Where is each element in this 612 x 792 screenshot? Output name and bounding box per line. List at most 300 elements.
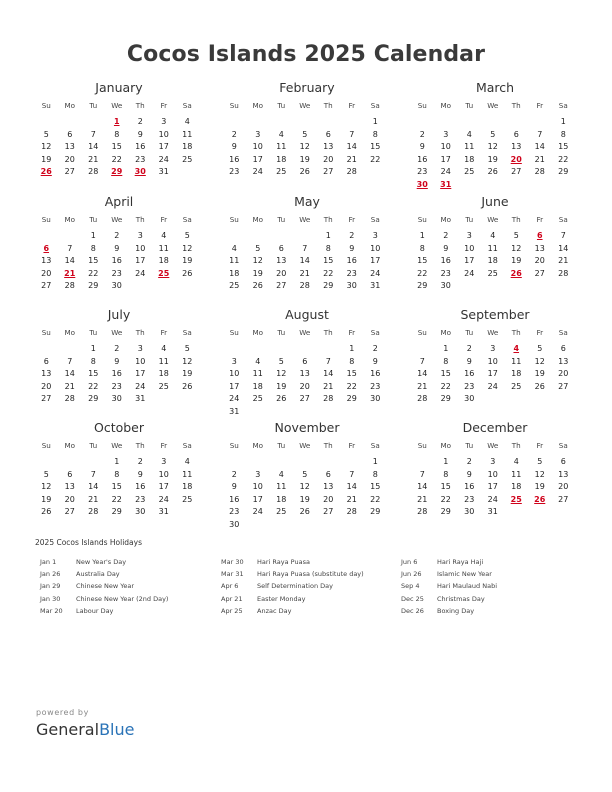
holiday-row — [221, 607, 364, 619]
day: 20 — [276, 268, 287, 278]
weekday-header: Su — [41, 101, 51, 110]
day: 24 — [252, 167, 263, 176]
weekday-header: Tu — [465, 441, 474, 450]
day: 16 — [229, 494, 240, 504]
day: 30 — [135, 507, 146, 516]
day: 18 — [182, 482, 193, 491]
day: 5 — [490, 129, 496, 139]
day: 26 — [534, 381, 545, 391]
weekday-header: Fr — [160, 441, 168, 450]
weekday-header: We — [299, 441, 311, 450]
day: 4 — [184, 457, 190, 466]
day: 24 — [487, 494, 498, 504]
weekday-header: Sa — [558, 215, 568, 224]
holiday-date: Jan 1 — [40, 558, 57, 566]
day: 19 — [511, 256, 522, 265]
day: 17 — [487, 369, 498, 378]
day: 18 — [511, 369, 522, 378]
day: 10 — [229, 369, 240, 378]
holiday-column — [221, 558, 364, 619]
day: 8 — [90, 356, 96, 366]
day: 7 — [67, 356, 73, 366]
day: 6 — [302, 356, 308, 366]
day: 26 — [299, 167, 310, 176]
day: 30 — [111, 281, 122, 290]
day: 21 — [323, 381, 334, 391]
day: 4 — [466, 129, 472, 139]
day: 30 — [229, 519, 240, 529]
day: 13 — [558, 469, 569, 479]
day: 3 — [137, 231, 143, 240]
holiday-row — [40, 595, 168, 607]
holiday-row — [40, 558, 168, 570]
weekday-header: Th — [511, 215, 521, 224]
day: 23 — [229, 167, 240, 176]
day: 6 — [513, 129, 519, 139]
day: 14 — [88, 482, 99, 491]
day: 22 — [440, 381, 451, 391]
day: 10 — [135, 356, 146, 366]
weekday-header: Sa — [370, 215, 380, 224]
day: 3 — [490, 457, 496, 466]
day: 27 — [276, 281, 287, 290]
day: 27 — [511, 167, 522, 176]
weekday-header: Tu — [465, 101, 474, 110]
day: 3 — [466, 231, 472, 240]
day: 25 — [276, 507, 287, 516]
weekday-header: Su — [229, 441, 239, 450]
day: 19 — [299, 154, 310, 164]
day: 24 — [135, 381, 146, 391]
holiday-name: Hari Raya Haji — [437, 558, 484, 566]
day: 9 — [372, 356, 378, 366]
day: 10 — [135, 243, 146, 253]
day: 14 — [534, 142, 545, 151]
day: 12 — [182, 356, 193, 366]
holiday-date: Apr 21 — [221, 594, 243, 603]
day: 24 — [252, 507, 263, 516]
weekday-header: Mo — [64, 441, 76, 450]
day: 9 — [137, 469, 143, 479]
day: 22 — [440, 494, 451, 504]
day: 15 — [370, 142, 381, 151]
month-july — [35, 307, 193, 403]
day: 1 — [349, 344, 355, 353]
holiday-day: 20 — [510, 154, 522, 164]
day: 8 — [372, 469, 378, 479]
holiday-name: Hari Raya Puasa (substitute day) — [257, 570, 364, 579]
day: 1 — [372, 117, 378, 126]
day: 8 — [114, 469, 120, 479]
day: 25 — [158, 381, 169, 391]
day: 5 — [184, 344, 190, 353]
weekday-header: We — [487, 328, 499, 337]
weekday-header: We — [299, 215, 311, 224]
day: 24 — [464, 268, 475, 278]
day: 5 — [513, 231, 519, 240]
month-june — [411, 194, 569, 290]
holiday-name: Christmas Day — [437, 594, 485, 603]
day: 3 — [161, 457, 167, 466]
day: 2 — [419, 129, 425, 139]
day: 2 — [372, 344, 378, 353]
day: 29 — [440, 507, 451, 516]
day: 16 — [464, 482, 475, 491]
weekday-header: Mo — [64, 328, 76, 337]
holiday-day: 4 — [513, 344, 520, 353]
day: 11 — [229, 256, 240, 265]
day: 22 — [346, 381, 357, 391]
day: 11 — [158, 243, 169, 253]
day: 9 — [137, 129, 143, 139]
day: 13 — [534, 243, 545, 253]
weekday-header: Sa — [558, 441, 568, 450]
day: 7 — [537, 129, 543, 139]
day: 26 — [252, 281, 263, 290]
weekday-header: Th — [323, 441, 333, 450]
day: 13 — [299, 369, 310, 378]
day: 4 — [490, 231, 496, 240]
day: 15 — [88, 369, 99, 378]
day: 9 — [466, 469, 472, 479]
holiday-day: 6 — [536, 231, 543, 240]
holiday-name: Hari Maulaud Nabi — [437, 582, 498, 591]
day: 1 — [372, 457, 378, 466]
day: 1 — [90, 344, 96, 353]
weekday-header: Fr — [536, 328, 544, 337]
day: 12 — [182, 243, 193, 253]
day: 19 — [299, 494, 310, 504]
day: 28 — [299, 281, 310, 290]
month-name: August — [285, 307, 329, 322]
day: 31 — [370, 281, 381, 290]
day: 16 — [440, 256, 451, 265]
day: 23 — [135, 494, 146, 504]
day: 3 — [137, 344, 143, 353]
day: 24 — [370, 268, 381, 278]
day: 29 — [88, 394, 99, 403]
day: 14 — [64, 369, 75, 378]
day: 16 — [346, 256, 357, 265]
day: 1 — [443, 457, 449, 466]
day: 28 — [88, 507, 99, 516]
weekday-header: Th — [135, 328, 145, 337]
day: 26 — [182, 268, 193, 278]
month-name: May — [294, 194, 320, 209]
weekday-header: We — [487, 215, 499, 224]
day: 19 — [534, 369, 545, 378]
day: 3 — [255, 129, 261, 139]
weekday-header: Tu — [89, 101, 98, 110]
day: 30 — [464, 394, 475, 403]
day: 31 — [158, 167, 169, 176]
day: 17 — [487, 482, 498, 491]
weekday-header: Mo — [252, 101, 264, 110]
weekday-header: We — [111, 215, 123, 224]
weekday-header: Tu — [465, 328, 474, 337]
brand-general: General — [36, 720, 100, 739]
day: 7 — [419, 356, 425, 366]
day: 25 — [182, 154, 193, 164]
month-name: October — [93, 420, 145, 435]
holiday-name: New Year's Day — [76, 558, 127, 566]
holiday-day: 26 — [510, 268, 522, 278]
day: 24 — [440, 167, 451, 176]
day: 12 — [299, 142, 310, 151]
holiday-date: Jun 26 — [401, 570, 422, 579]
day: 26 — [41, 507, 52, 516]
day: 1 — [90, 231, 96, 240]
holiday-date: Sep 4 — [401, 582, 420, 591]
day: 11 — [511, 356, 522, 366]
weekday-header: Th — [323, 328, 333, 337]
day: 16 — [464, 369, 475, 378]
holiday-row — [401, 558, 497, 570]
day: 4 — [255, 356, 261, 366]
day: 18 — [158, 369, 169, 378]
day: 1 — [443, 344, 449, 353]
day: 6 — [560, 344, 566, 353]
holiday-column — [401, 558, 497, 619]
day: 8 — [560, 129, 566, 139]
weekday-header: Mo — [440, 215, 452, 224]
day: 17 — [229, 381, 240, 391]
day: 22 — [370, 494, 381, 504]
day: 4 — [161, 231, 167, 240]
month-name: November — [274, 420, 340, 435]
day: 17 — [135, 256, 146, 265]
day: 8 — [114, 129, 120, 139]
day: 11 — [182, 469, 193, 479]
holiday-name: Chinese New Year — [76, 582, 135, 591]
brand-blue: Blue — [99, 720, 135, 739]
weekday-header: Sa — [558, 328, 568, 337]
weekday-header: Fr — [348, 101, 356, 110]
day: 5 — [278, 356, 284, 366]
day: 11 — [158, 356, 169, 366]
day: 23 — [111, 268, 122, 278]
day: 18 — [229, 268, 240, 278]
holiday-date: Jan 26 — [40, 570, 61, 579]
weekday-header: Su — [417, 215, 427, 224]
weekday-header: Mo — [64, 101, 76, 110]
weekday-header: Mo — [252, 441, 264, 450]
day: 14 — [88, 142, 99, 151]
weekday-header: Su — [417, 441, 427, 450]
day: 20 — [534, 256, 545, 265]
day: 7 — [349, 129, 355, 139]
holiday-row — [401, 582, 497, 594]
day: 27 — [41, 281, 52, 290]
day: 27 — [323, 167, 334, 176]
holiday-row — [401, 607, 497, 619]
day: 12 — [276, 369, 287, 378]
day: 2 — [443, 231, 449, 240]
day: 21 — [417, 494, 428, 504]
weekday-header: Fr — [348, 441, 356, 450]
day: 31 — [135, 394, 146, 403]
day: 29 — [440, 394, 451, 403]
day: 9 — [231, 142, 237, 151]
day: 18 — [511, 482, 522, 491]
day: 21 — [64, 381, 75, 391]
day: 21 — [88, 494, 99, 504]
day: 23 — [229, 507, 240, 516]
day: 23 — [346, 268, 357, 278]
day: 6 — [67, 129, 73, 139]
day: 28 — [64, 394, 75, 403]
day: 23 — [464, 381, 475, 391]
holiday-row — [221, 558, 364, 570]
day: 19 — [276, 381, 287, 391]
day: 24 — [135, 268, 146, 278]
day: 30 — [440, 281, 451, 290]
weekday-header: We — [111, 328, 123, 337]
day: 18 — [276, 494, 287, 504]
weekday-header: Mo — [440, 441, 452, 450]
day: 29 — [111, 507, 122, 516]
day: 25 — [276, 167, 287, 176]
weekday-header: Th — [511, 101, 521, 110]
day: 12 — [41, 482, 52, 491]
day: 16 — [370, 369, 381, 378]
day: 6 — [67, 469, 73, 479]
day: 18 — [182, 142, 193, 151]
day: 26 — [299, 507, 310, 516]
day: 29 — [417, 281, 428, 290]
holiday-row — [401, 570, 497, 582]
day: 2 — [349, 231, 355, 240]
day: 13 — [276, 256, 287, 265]
day: 8 — [419, 243, 425, 253]
weekday-header: We — [487, 101, 499, 110]
day: 20 — [64, 154, 75, 164]
day: 5 — [255, 243, 261, 253]
holiday-date: Mar 30 — [221, 558, 244, 566]
day: 20 — [558, 482, 569, 491]
day: 13 — [64, 482, 75, 491]
day: 22 — [88, 381, 99, 391]
day: 1 — [560, 117, 566, 126]
brand-logo[interactable] — [36, 720, 134, 739]
day: 1 — [325, 231, 331, 240]
day: 28 — [417, 507, 428, 516]
day: 2 — [466, 344, 472, 353]
day: 13 — [41, 369, 52, 378]
day: 2 — [231, 469, 237, 479]
day: 26 — [182, 381, 193, 391]
weekday-header: We — [111, 441, 123, 450]
holiday-row — [221, 570, 364, 582]
day: 14 — [346, 482, 357, 491]
day: 15 — [346, 369, 357, 378]
day: 16 — [135, 482, 146, 491]
day: 31 — [229, 406, 240, 416]
day: 28 — [417, 394, 428, 403]
day: 4 — [184, 117, 190, 126]
holiday-row — [221, 582, 364, 594]
day: 17 — [370, 256, 381, 265]
day: 24 — [158, 494, 169, 504]
day: 12 — [534, 469, 545, 479]
weekday-header: Tu — [89, 215, 98, 224]
day: 7 — [90, 469, 96, 479]
day: 22 — [111, 494, 122, 504]
day: 11 — [464, 142, 475, 151]
day: 9 — [443, 243, 449, 253]
day: 21 — [534, 154, 545, 164]
day: 15 — [440, 482, 451, 491]
day: 19 — [252, 268, 263, 278]
day: 12 — [487, 142, 498, 151]
holiday-name: Boxing Day — [437, 606, 475, 615]
day: 18 — [464, 154, 475, 164]
day: 11 — [182, 129, 193, 139]
day: 19 — [182, 256, 193, 265]
month-name: March — [475, 80, 515, 95]
month-name: June — [481, 194, 509, 209]
day: 8 — [90, 243, 96, 253]
weekday-header: Sa — [182, 101, 192, 110]
weekday-header: Th — [323, 101, 333, 110]
day: 21 — [558, 256, 569, 265]
day: 4 — [161, 344, 167, 353]
weekday-header: Tu — [89, 441, 98, 450]
day: 23 — [440, 268, 451, 278]
day: 20 — [41, 381, 52, 391]
day: 11 — [276, 482, 287, 491]
weekday-header: Mo — [64, 215, 76, 224]
day: 23 — [111, 381, 122, 391]
day: 17 — [464, 256, 475, 265]
weekday-header: Su — [417, 328, 427, 337]
day: 5 — [43, 129, 49, 139]
weekday-header: Tu — [465, 215, 474, 224]
day: 19 — [487, 154, 498, 164]
day: 30 — [370, 394, 381, 403]
day: 13 — [323, 482, 334, 491]
weekday-header: Su — [41, 328, 51, 337]
holiday-day: 26 — [40, 167, 52, 176]
day: 9 — [349, 243, 355, 253]
day: 29 — [323, 281, 334, 290]
day: 25 — [487, 268, 498, 278]
day: 2 — [114, 344, 120, 353]
day: 9 — [114, 243, 120, 253]
day: 1 — [419, 231, 425, 240]
day: 26 — [487, 167, 498, 176]
day: 4 — [513, 457, 519, 466]
day: 11 — [252, 369, 263, 378]
day: 15 — [417, 256, 428, 265]
day: 27 — [41, 394, 52, 403]
weekday-header: We — [111, 101, 123, 110]
holiday-day: 30 — [134, 167, 146, 176]
day: 17 — [135, 369, 146, 378]
day: 7 — [560, 231, 566, 240]
day: 12 — [252, 256, 263, 265]
holiday-date: Jan 29 — [40, 582, 61, 591]
day: 22 — [417, 268, 428, 278]
day: 3 — [490, 344, 496, 353]
day: 20 — [64, 494, 75, 504]
day: 11 — [276, 142, 287, 151]
day: 26 — [276, 394, 287, 403]
holiday-name: Anzac Day — [257, 606, 292, 615]
day: 20 — [41, 268, 52, 278]
day: 10 — [487, 469, 498, 479]
holiday-name: Self Determination Day — [257, 582, 333, 591]
